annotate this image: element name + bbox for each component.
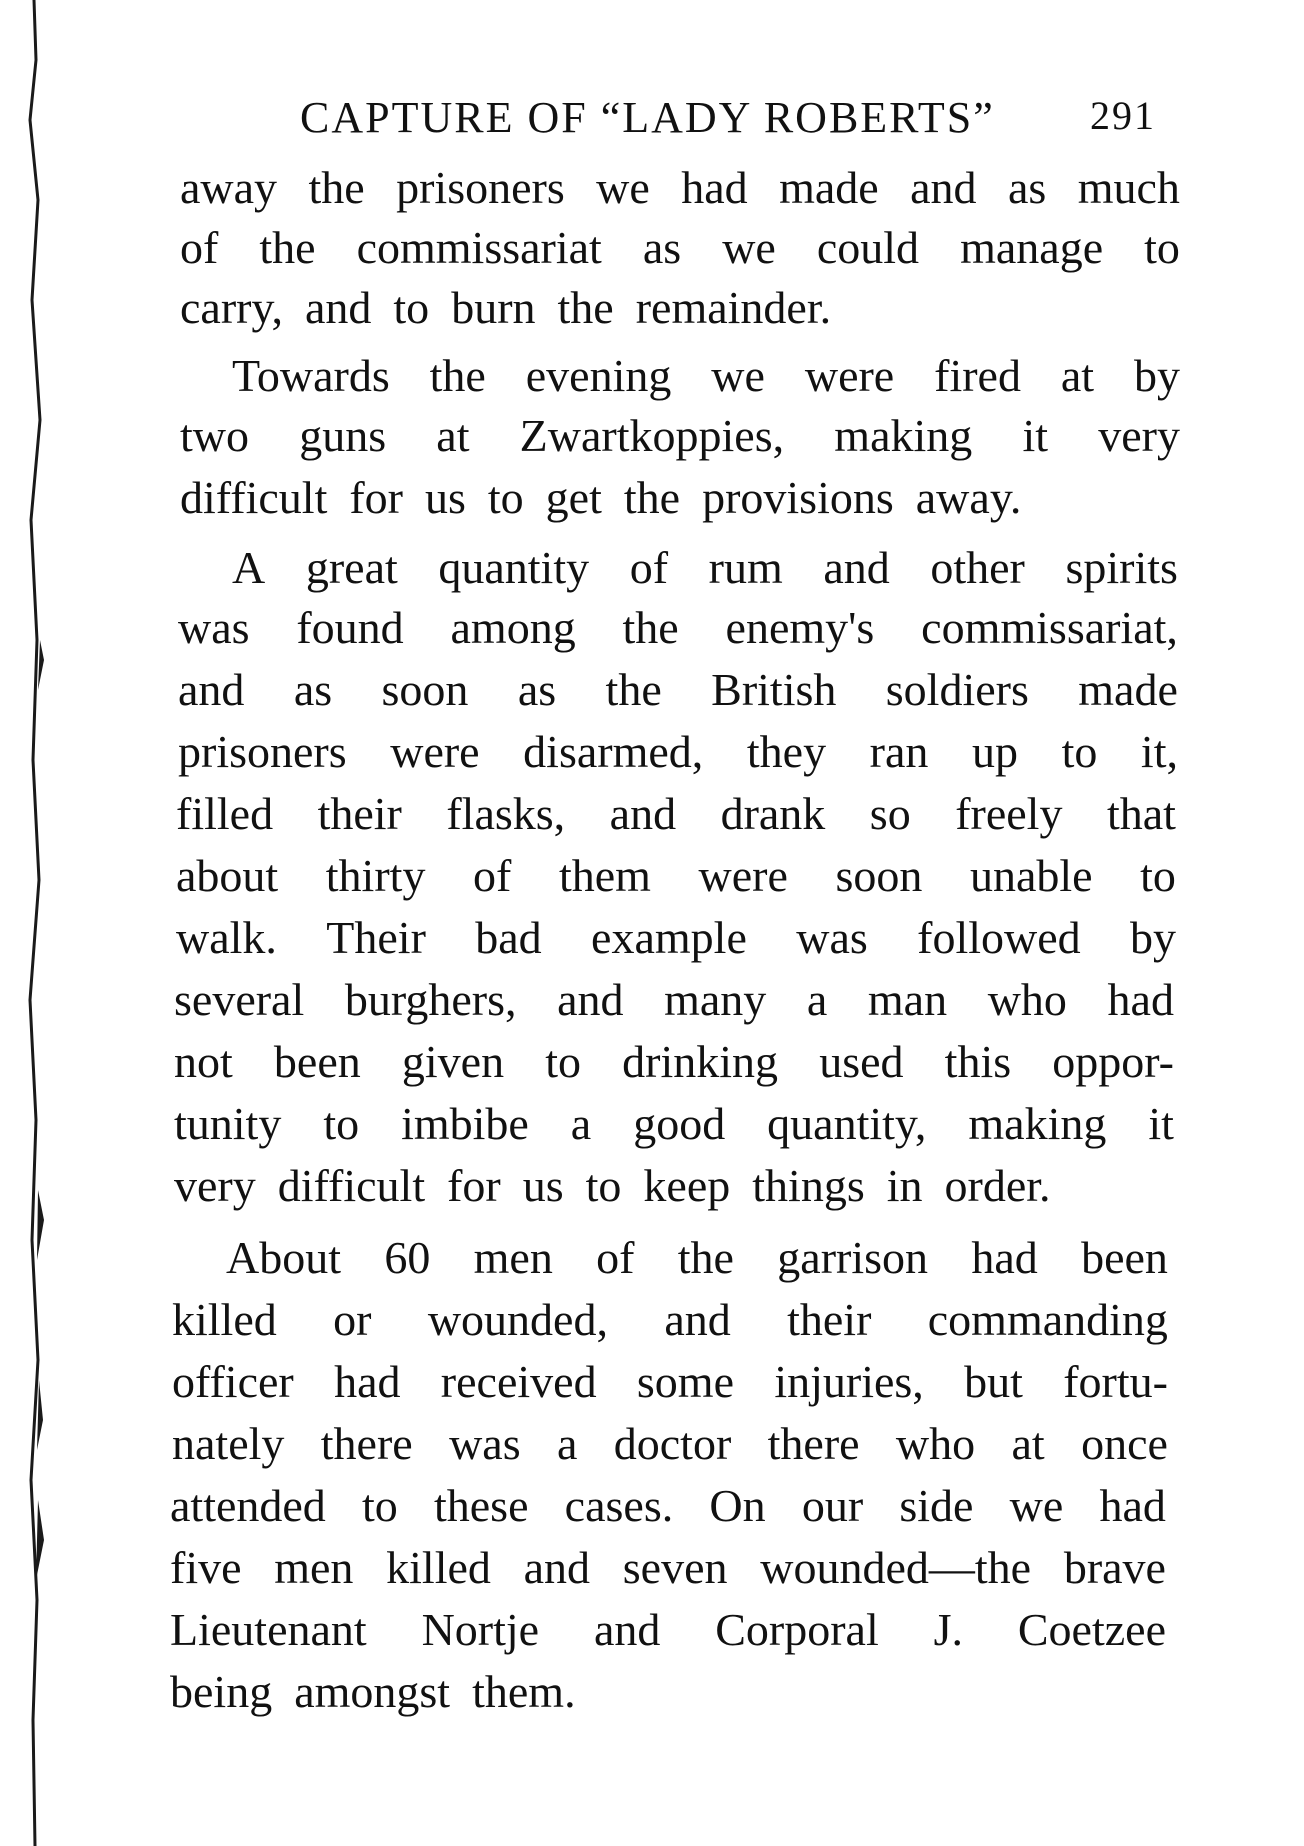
word: ran: [869, 726, 929, 777]
word: wounded—the: [760, 1542, 1032, 1593]
text-line: [174, 1094, 1174, 1154]
word: given: [401, 1036, 505, 1087]
word: wounded,: [427, 1294, 608, 1345]
word: who: [895, 1418, 976, 1469]
word: Their: [326, 912, 426, 963]
word: fortu-: [1063, 1356, 1168, 1407]
word: drinking: [622, 1036, 779, 1087]
word: disarmed,: [523, 726, 704, 777]
word: were: [804, 350, 895, 401]
word: and: [557, 974, 624, 1025]
word: commissariat: [356, 222, 602, 273]
word: a: [556, 1418, 578, 1469]
word: Towards: [232, 350, 390, 401]
word: imbibe: [401, 1098, 529, 1149]
word: followed: [917, 912, 1081, 963]
word: for: [349, 472, 403, 523]
word: nately: [172, 1418, 285, 1469]
word: enemy's: [725, 602, 875, 653]
text-line: [170, 1662, 1166, 1722]
word: about: [176, 850, 279, 901]
word: tunity: [174, 1098, 282, 1149]
word: difficult: [180, 472, 328, 523]
word: to: [1140, 850, 1176, 901]
word: had: [334, 1356, 401, 1407]
word: flasks,: [446, 788, 566, 839]
word: filled: [176, 788, 274, 839]
word: cases.: [564, 1480, 674, 1531]
text-line: [176, 846, 1176, 906]
word: it: [1022, 410, 1049, 461]
word: as: [1007, 162, 1047, 213]
word: to: [585, 1160, 622, 1211]
word: prisoners: [178, 726, 347, 777]
text-line: [178, 722, 1178, 782]
word: been: [273, 1036, 361, 1087]
word: their: [317, 788, 402, 839]
word: had: [681, 162, 748, 213]
word: of: [596, 1232, 635, 1283]
word: very: [1098, 410, 1180, 461]
word: injuries,: [774, 1356, 924, 1407]
running-head: CAPTURE OF “LADY ROBERTS”: [300, 93, 995, 142]
word: by: [1133, 350, 1180, 401]
word: us: [522, 1160, 564, 1211]
word: not: [174, 1036, 233, 1087]
word: brave: [1063, 1542, 1166, 1593]
text-line: [226, 1228, 1168, 1288]
word: burn: [451, 282, 536, 333]
word: evening: [525, 350, 672, 401]
word: the: [605, 664, 662, 715]
text-line: [172, 1290, 1168, 1350]
text-line: [176, 908, 1176, 968]
word: A: [232, 542, 266, 593]
word: rum: [708, 542, 783, 593]
word: away.: [915, 472, 1022, 523]
text-line: [180, 406, 1180, 466]
word: to: [393, 282, 430, 333]
word: 60: [384, 1232, 431, 1283]
word: men: [473, 1232, 553, 1283]
word: garrison: [777, 1232, 929, 1283]
word: these: [433, 1480, 529, 1531]
text-line: [232, 538, 1178, 598]
word: there: [320, 1418, 413, 1469]
word: a: [570, 1098, 592, 1149]
word: their: [787, 1294, 872, 1345]
word: On: [709, 1480, 766, 1531]
word: of: [629, 542, 669, 593]
word: drank: [720, 788, 826, 839]
word: commanding: [927, 1294, 1168, 1345]
word: some: [636, 1356, 734, 1407]
word: Nortje: [421, 1604, 540, 1655]
word: made: [779, 162, 879, 213]
word: in: [886, 1160, 923, 1211]
word: used: [819, 1036, 904, 1087]
word: were: [390, 726, 480, 777]
word: good: [633, 1098, 726, 1149]
word: great: [305, 542, 398, 593]
word: among: [450, 602, 576, 653]
word: example: [591, 912, 747, 963]
text-line: [178, 598, 1178, 658]
page-header: [300, 92, 1180, 152]
word: thirty: [325, 850, 426, 901]
word: oppor-: [1052, 1036, 1174, 1087]
word: and: [593, 1604, 661, 1655]
word: making: [968, 1098, 1107, 1149]
word: a: [806, 974, 828, 1025]
word: they: [746, 726, 827, 777]
word: that: [1106, 788, 1176, 839]
word: killed: [172, 1294, 277, 1345]
word: and: [178, 664, 245, 715]
word: we: [596, 162, 650, 213]
word: soon: [835, 850, 923, 901]
text-line: [174, 1032, 1174, 1092]
word: remainder.: [635, 282, 832, 333]
word: and: [664, 1294, 731, 1345]
word: man: [867, 974, 948, 1025]
word: it: [1148, 1098, 1174, 1149]
word: soon: [381, 664, 469, 715]
word: been: [1081, 1232, 1168, 1283]
text-line: [170, 1538, 1166, 1598]
word: them: [558, 850, 651, 901]
word: About: [226, 1232, 341, 1283]
word: them.: [472, 1666, 576, 1717]
word: quantity: [438, 542, 590, 593]
word: Lieutenant: [170, 1604, 367, 1655]
word: the: [259, 222, 316, 273]
word: or: [333, 1294, 372, 1345]
word: for: [447, 1160, 501, 1211]
word: carry,: [180, 282, 283, 333]
word: freely: [955, 788, 1063, 839]
word: so: [869, 788, 911, 839]
word: made: [1078, 664, 1178, 715]
word: five: [170, 1542, 242, 1593]
word: other: [930, 542, 1025, 593]
word: many: [664, 974, 767, 1025]
word: who: [987, 974, 1067, 1025]
word: British: [711, 664, 837, 715]
word: we: [1009, 1480, 1064, 1531]
word: Coetzee: [1017, 1604, 1166, 1655]
word: the: [622, 602, 679, 653]
word: was: [796, 912, 868, 963]
word: this: [944, 1036, 1012, 1087]
word: once: [1081, 1418, 1168, 1469]
word: and: [523, 1542, 591, 1593]
word: side: [899, 1480, 974, 1531]
text-line: [172, 1352, 1168, 1412]
word: could: [816, 222, 920, 273]
word: men: [274, 1542, 354, 1593]
word: it,: [1140, 726, 1178, 777]
word: of: [180, 222, 219, 273]
word: making: [834, 410, 973, 461]
word: the: [557, 282, 614, 333]
text-line: [180, 278, 1180, 338]
text-line: [174, 970, 1174, 1030]
word: to: [1144, 222, 1180, 273]
word: commissariat,: [921, 602, 1178, 653]
word: amongst: [294, 1666, 451, 1717]
word: by: [1130, 912, 1176, 963]
word: we: [711, 350, 765, 401]
word: attended: [170, 1480, 326, 1531]
word: soldiers: [885, 664, 1029, 715]
word: were: [698, 850, 788, 901]
word: found: [296, 602, 404, 653]
word: the: [623, 472, 681, 523]
word: at: [1060, 350, 1095, 401]
word: unable: [969, 850, 1093, 901]
word: burghers,: [344, 974, 517, 1025]
word: at: [1011, 1418, 1045, 1469]
text-line: [172, 1414, 1168, 1474]
word: was: [178, 602, 250, 653]
text-line: [180, 158, 1180, 218]
word: and: [609, 788, 677, 839]
word: there: [767, 1418, 860, 1469]
text-line: [180, 218, 1180, 278]
word: and: [910, 162, 977, 213]
word: quantity,: [767, 1098, 927, 1149]
word: much: [1077, 162, 1180, 213]
word: at: [436, 410, 470, 461]
text-line: [174, 1156, 1174, 1216]
word: two: [180, 410, 249, 461]
word: as: [293, 664, 333, 715]
text-line: [180, 468, 1180, 528]
word: keep: [643, 1160, 731, 1211]
word: as: [642, 222, 682, 273]
word: and: [823, 542, 890, 593]
word: killed: [386, 1542, 491, 1593]
text-line: [178, 660, 1178, 720]
word: but: [964, 1356, 1023, 1407]
word: fired: [934, 350, 1021, 401]
word: guns: [299, 410, 387, 461]
word: we: [722, 222, 776, 273]
word: the: [429, 350, 486, 401]
word: J.: [933, 1604, 963, 1655]
word: seven: [622, 1542, 728, 1593]
word: our: [801, 1480, 864, 1531]
word: and: [304, 282, 372, 333]
word: to: [1061, 726, 1098, 777]
word: had: [971, 1232, 1038, 1283]
word: the: [677, 1232, 734, 1283]
word: had: [1099, 1480, 1166, 1531]
page-number: 291: [1090, 93, 1156, 138]
word: officer: [172, 1356, 294, 1407]
word: very: [174, 1160, 256, 1211]
word: received: [440, 1356, 597, 1407]
word: up: [971, 726, 1018, 777]
word: walk.: [176, 912, 277, 963]
word: us: [424, 472, 466, 523]
word: to: [362, 1480, 398, 1531]
text-line: [170, 1476, 1166, 1536]
word: being: [170, 1666, 273, 1717]
word: had: [1107, 974, 1174, 1025]
word: Corporal: [715, 1604, 879, 1655]
text-line: [176, 784, 1176, 844]
word: things: [752, 1160, 865, 1211]
word: order.: [944, 1160, 1051, 1211]
word: doctor: [613, 1418, 732, 1469]
word: spirits: [1065, 542, 1178, 593]
word: of: [473, 850, 512, 901]
binding-edge-shadow: [22, 0, 46, 1846]
text-line: [232, 346, 1180, 406]
word: get: [545, 472, 602, 523]
word: prisoners: [396, 162, 565, 213]
word: bad: [475, 912, 542, 963]
word: was: [449, 1418, 521, 1469]
word: to: [487, 472, 524, 523]
word: several: [174, 974, 305, 1025]
word: Zwartkoppies,: [519, 410, 785, 461]
word: difficult: [277, 1160, 426, 1211]
text-line: [170, 1600, 1166, 1660]
word: to: [323, 1098, 360, 1149]
word: as: [517, 664, 557, 715]
word: manage: [960, 222, 1104, 273]
word: the: [308, 162, 365, 213]
word: away: [180, 162, 278, 213]
word: to: [545, 1036, 582, 1087]
word: provisions: [702, 472, 894, 523]
